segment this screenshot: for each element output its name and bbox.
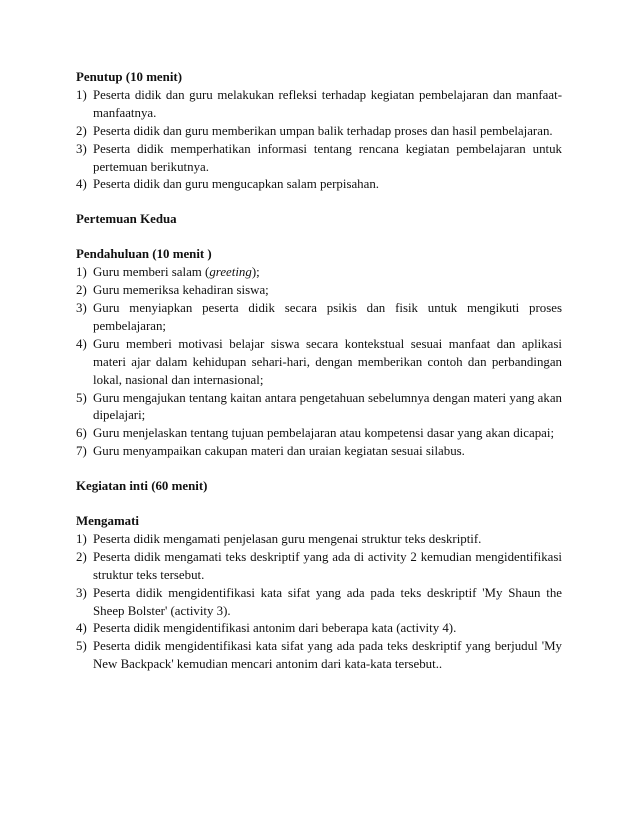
list-item: 1) Peserta didik dan guru melakukan refleksi terhadap kegiatan pembelajaran dan manfaat-manfaatnya. [76,87,562,120]
list-item: 1) Peserta didik mengamati penjelasan guru mengenai struktur teks deskriptif. [76,531,482,546]
section-heading-pertemuan-kedua: Pertemuan Kedua [76,212,177,227]
list-item: 5) Peserta didik mengidentifikasi kata sifat yang ada pada teks deskriptif yang berjudul 'My New Backpack' kemudian mencari antonim dari kata-kata tersebut.. [76,639,562,672]
list-item: 2) Peserta didik dan guru memberikan umpan balik terhadap proses dan hasil pembelajaran. [76,123,553,138]
list-item: 4) Peserta didik dan guru mengucapkan salam perpisahan. [76,177,380,192]
list-item: 2) Peserta didik mengamati teks deskriptif yang ada di activity 2 kemudian mengidentifikasi struktur teks tersebut. [76,549,562,582]
section-heading-penutup: Penutup (10 menit) [76,70,182,84]
list-item: 2) Guru memeriksa kehadiran siswa; [76,283,269,298]
list-item: 5) Guru mengajukan tentang kaitan antara pengetahuan sebelumnya dengan materi yang akan dipelajari; [76,390,562,423]
list-item: 4) Guru memberi motivasi belajar siswa secara kontekstual sesuai manfaat dan aplikasi materi ajar dalam kehidupan sehari-hari, dengan memberikan contoh dan perbandingan lokal, nasional dan internasional; [76,336,562,387]
list-item: 3) Guru menyiapkan peserta didik secara psikis dan fisik untuk mengikuti proses pembelajaran; [76,300,562,333]
mengamati-list [76,531,562,674]
section-heading-mengamati: Mengamati [76,514,140,529]
document-content [76,69,562,674]
list-item: 3) Peserta didik mengidentifikasi kata sifat yang ada pada teks deskriptif 'My Shaun the Sheep Bolster' (activity 3). [76,585,562,618]
section-heading-kegiatan-inti: Kegiatan inti (60 menit) [76,479,208,494]
list-item: 1) Guru memberi salam (greeting); [76,265,260,280]
list-item: 6) Guru menjelaskan tentang tujuan pembelajaran atau kompetensi dasar yang akan dicapai; [76,426,555,441]
section-heading-pendahuluan: Pendahuluan (10 menit ) [76,247,212,262]
list-item: 4) Peserta didik mengidentifikasi antonim dari beberapa kata (activity 4). [76,621,457,636]
penutup-list [76,87,562,194]
list-item: 3) Peserta didik memperhatikan informasi tentang rencana kegiatan pembelajaran untuk pertemuan berikutnya. [76,141,562,174]
pendahuluan-list [76,264,562,461]
list-item: 7) Guru menyampaikan cakupan materi dan uraian kegiatan sesuai silabus. [76,444,465,459]
